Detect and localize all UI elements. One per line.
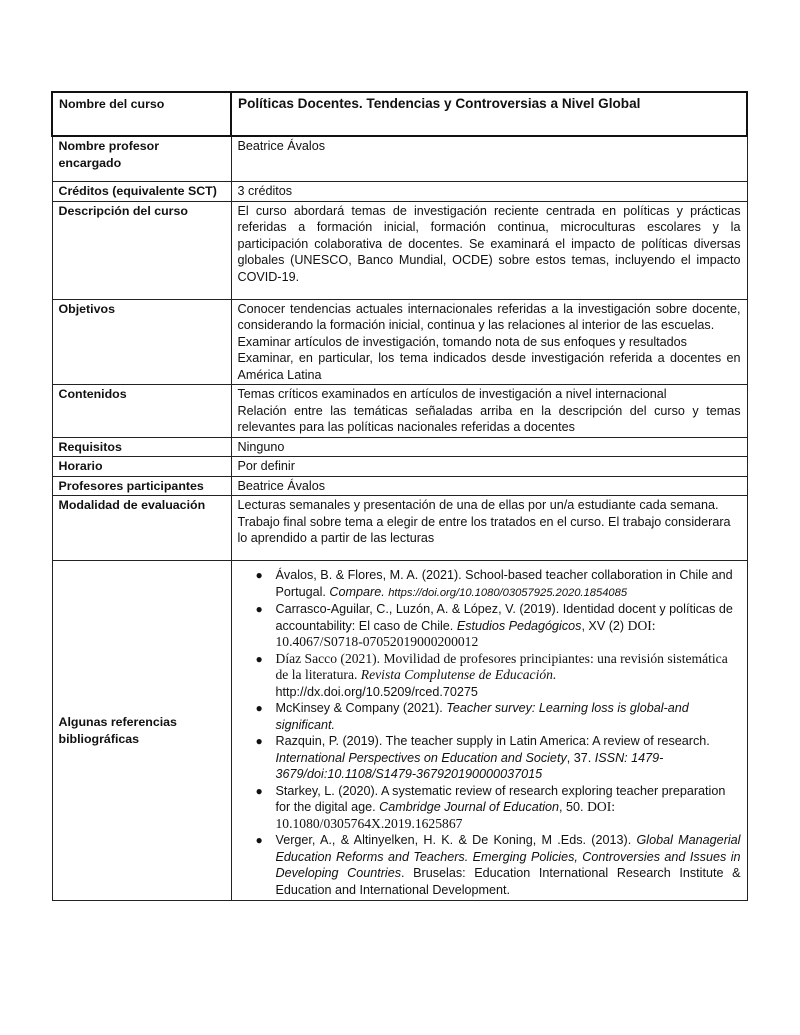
- reference-item: [255, 733, 741, 783]
- reference-authors: Starkey, L. (2020). A systematic review of research exploring teacher preparation for the digital age.: [275, 783, 726, 814]
- reference-title: Global Managerial Education Reforms and Teachers. Emerging Policies, Controversies and Issues in Developing Countries: [275, 833, 741, 880]
- contents-value: [231, 385, 747, 438]
- objectives-line: Conocer tendencias actuales internacionales referidas a la investigación sobre docente, considerando la formación inicial, continua y las relaciones al interior de las escuelas.: [237, 301, 741, 332]
- credits-value: 3 créditos: [231, 182, 747, 202]
- requirements-value: Ninguno: [231, 437, 747, 457]
- row-description: [52, 201, 747, 299]
- professor-value: Beatrice Ávalos: [231, 136, 747, 182]
- requirements-label: Requisitos: [52, 437, 231, 457]
- row-credits: [52, 182, 747, 202]
- reference-doi: DOI: 10.1080/0305764X.2019.1625867: [275, 799, 616, 831]
- reference-journal: Revista Complutense de Educación.: [360, 667, 557, 682]
- row-objectives: [52, 299, 747, 385]
- evaluation-label: Modalidad de evaluación: [52, 496, 231, 561]
- reference-item: [255, 567, 741, 601]
- row-participating-professors: [52, 476, 747, 496]
- bullet-icon: ●: [255, 568, 263, 582]
- row-professor: [52, 136, 747, 182]
- evaluation-line: Trabajo final sobre tema a elegir de entre los tratados en el curso. El trabajo considerara lo aprendido a partir de las lecturas: [237, 514, 731, 545]
- reference-title: Teacher survey: Learning loss is global-and significant.: [275, 701, 689, 732]
- reference-journal: Compare.: [329, 584, 389, 599]
- credits-label: Créditos (equivalente SCT): [52, 182, 231, 202]
- row-contents: [52, 385, 747, 438]
- reference-volume: , 50.: [559, 800, 588, 814]
- reference-doi: http://dx.doi.org/10.5209/rced.70275: [275, 684, 478, 699]
- schedule-value: Por definir: [231, 457, 747, 477]
- reference-doi: https://doi.org/10.1080/03057925.2020.1854085: [388, 586, 628, 599]
- bullet-icon: ●: [255, 783, 263, 798]
- reference-authors: Verger, A., & Altinyelken, H. K. & De Koning, M .Eds. (2013).: [275, 833, 637, 847]
- reference-publisher: . Bruselas: Education International Research Institute & Education and International Development.: [275, 866, 741, 897]
- row-evaluation: [52, 496, 747, 561]
- reference-volume: , XV (2): [581, 618, 628, 633]
- row-course-name: [52, 92, 747, 136]
- references-label: Algunas referencias bibliográficas: [52, 561, 231, 901]
- description-value: El curso abordará temas de investigación reciente centrada en políticas y prácticas referidas a formación inicial, formación continua, microculturas escolares y la participación colaborativa de docentes. Se examinará el impacto de políticas diversas globales (UNESCO, Banco Mundial, OCDE) sobre estos temas, incluyendo el impacto COVID-19.: [231, 201, 747, 299]
- reference-authors: Ávalos, B. & Flores, M. A. (2021). School-based teacher collaboration in Chile and Portugal.: [275, 568, 733, 599]
- bullet-icon: ●: [255, 651, 263, 666]
- professor-label: Nombre profesor encargado: [52, 136, 231, 182]
- reference-authors: McKinsey & Company (2021).: [275, 701, 447, 715]
- bullet-icon: ●: [255, 833, 263, 847]
- reference-journal: Estudios Pedagógicos: [456, 618, 582, 633]
- objectives-value: [231, 299, 747, 385]
- reference-authors: Razquin, P. (2019). The teacher supply in Latin America: A review of research.: [275, 734, 710, 748]
- objectives-line: Examinar, en particular, los tema indicados desde investigación referida a docentes en América Latina: [237, 351, 741, 382]
- reference-doi: DOI: 10.4067/S0718-07052019000200012: [275, 617, 656, 649]
- course-name-value: Políticas Docentes. Tendencias y Controversias a Nivel Global: [231, 92, 747, 136]
- reference-item: [255, 832, 741, 898]
- evaluation-line: Lecturas semanales y presentación de una de ellas por un/a estudiante cada semana.: [237, 498, 719, 512]
- schedule-label: Horario: [52, 457, 231, 477]
- reference-authors: Díaz Sacco (2021). Movilidad de profesores principiantes: una revisión sistemática de la literatura.: [275, 650, 728, 682]
- objectives-line: Examinar artículos de investigación, tomando nota de sus enfoques y resultados: [237, 334, 687, 349]
- row-requirements: [52, 437, 747, 457]
- reference-journal: Cambridge Journal of Education: [379, 800, 560, 814]
- participating-professors-label: Profesores participantes: [52, 476, 231, 496]
- contents-label: Contenidos: [52, 385, 231, 438]
- reference-item: [255, 601, 741, 651]
- reference-item: [255, 783, 741, 833]
- reference-volume: , 37.: [566, 750, 595, 765]
- contents-line: Relación entre las temáticas señaladas arriba en la descripción del curso y temas relevantes para las políticas nacionales referidas a docentes: [237, 403, 741, 434]
- bullet-icon: ●: [255, 602, 263, 616]
- row-references: [52, 561, 747, 901]
- reference-doi: ISSN: 1479-3679/doi:10.1108/S1479-367920190000037015: [275, 750, 664, 781]
- bullet-icon: ●: [255, 701, 263, 715]
- contents-line: Temas críticos examinados en artículos de investigación a nivel internacional: [237, 387, 667, 401]
- reference-item: [255, 650, 741, 701]
- reference-journal: International Perspectives on Education and Society: [275, 750, 567, 765]
- reference-item: [255, 700, 741, 733]
- objectives-label: Objetivos: [52, 299, 231, 385]
- evaluation-value: [231, 496, 747, 561]
- reference-authors: Carrasco-Aguilar, C., Luzón, A. & López, V. (2019). Identidad docent y políticas de accountability: El caso de Chile.: [275, 602, 733, 633]
- bullet-icon: ●: [255, 734, 263, 748]
- row-schedule: [52, 457, 747, 477]
- description-label: Descripción del curso: [52, 201, 231, 299]
- references-list: [238, 567, 741, 898]
- participating-professors-value: Beatrice Ávalos: [231, 476, 747, 496]
- course-name-label: Nombre del curso: [52, 92, 231, 136]
- course-syllabus-table: [51, 91, 748, 901]
- references-value: [231, 561, 747, 901]
